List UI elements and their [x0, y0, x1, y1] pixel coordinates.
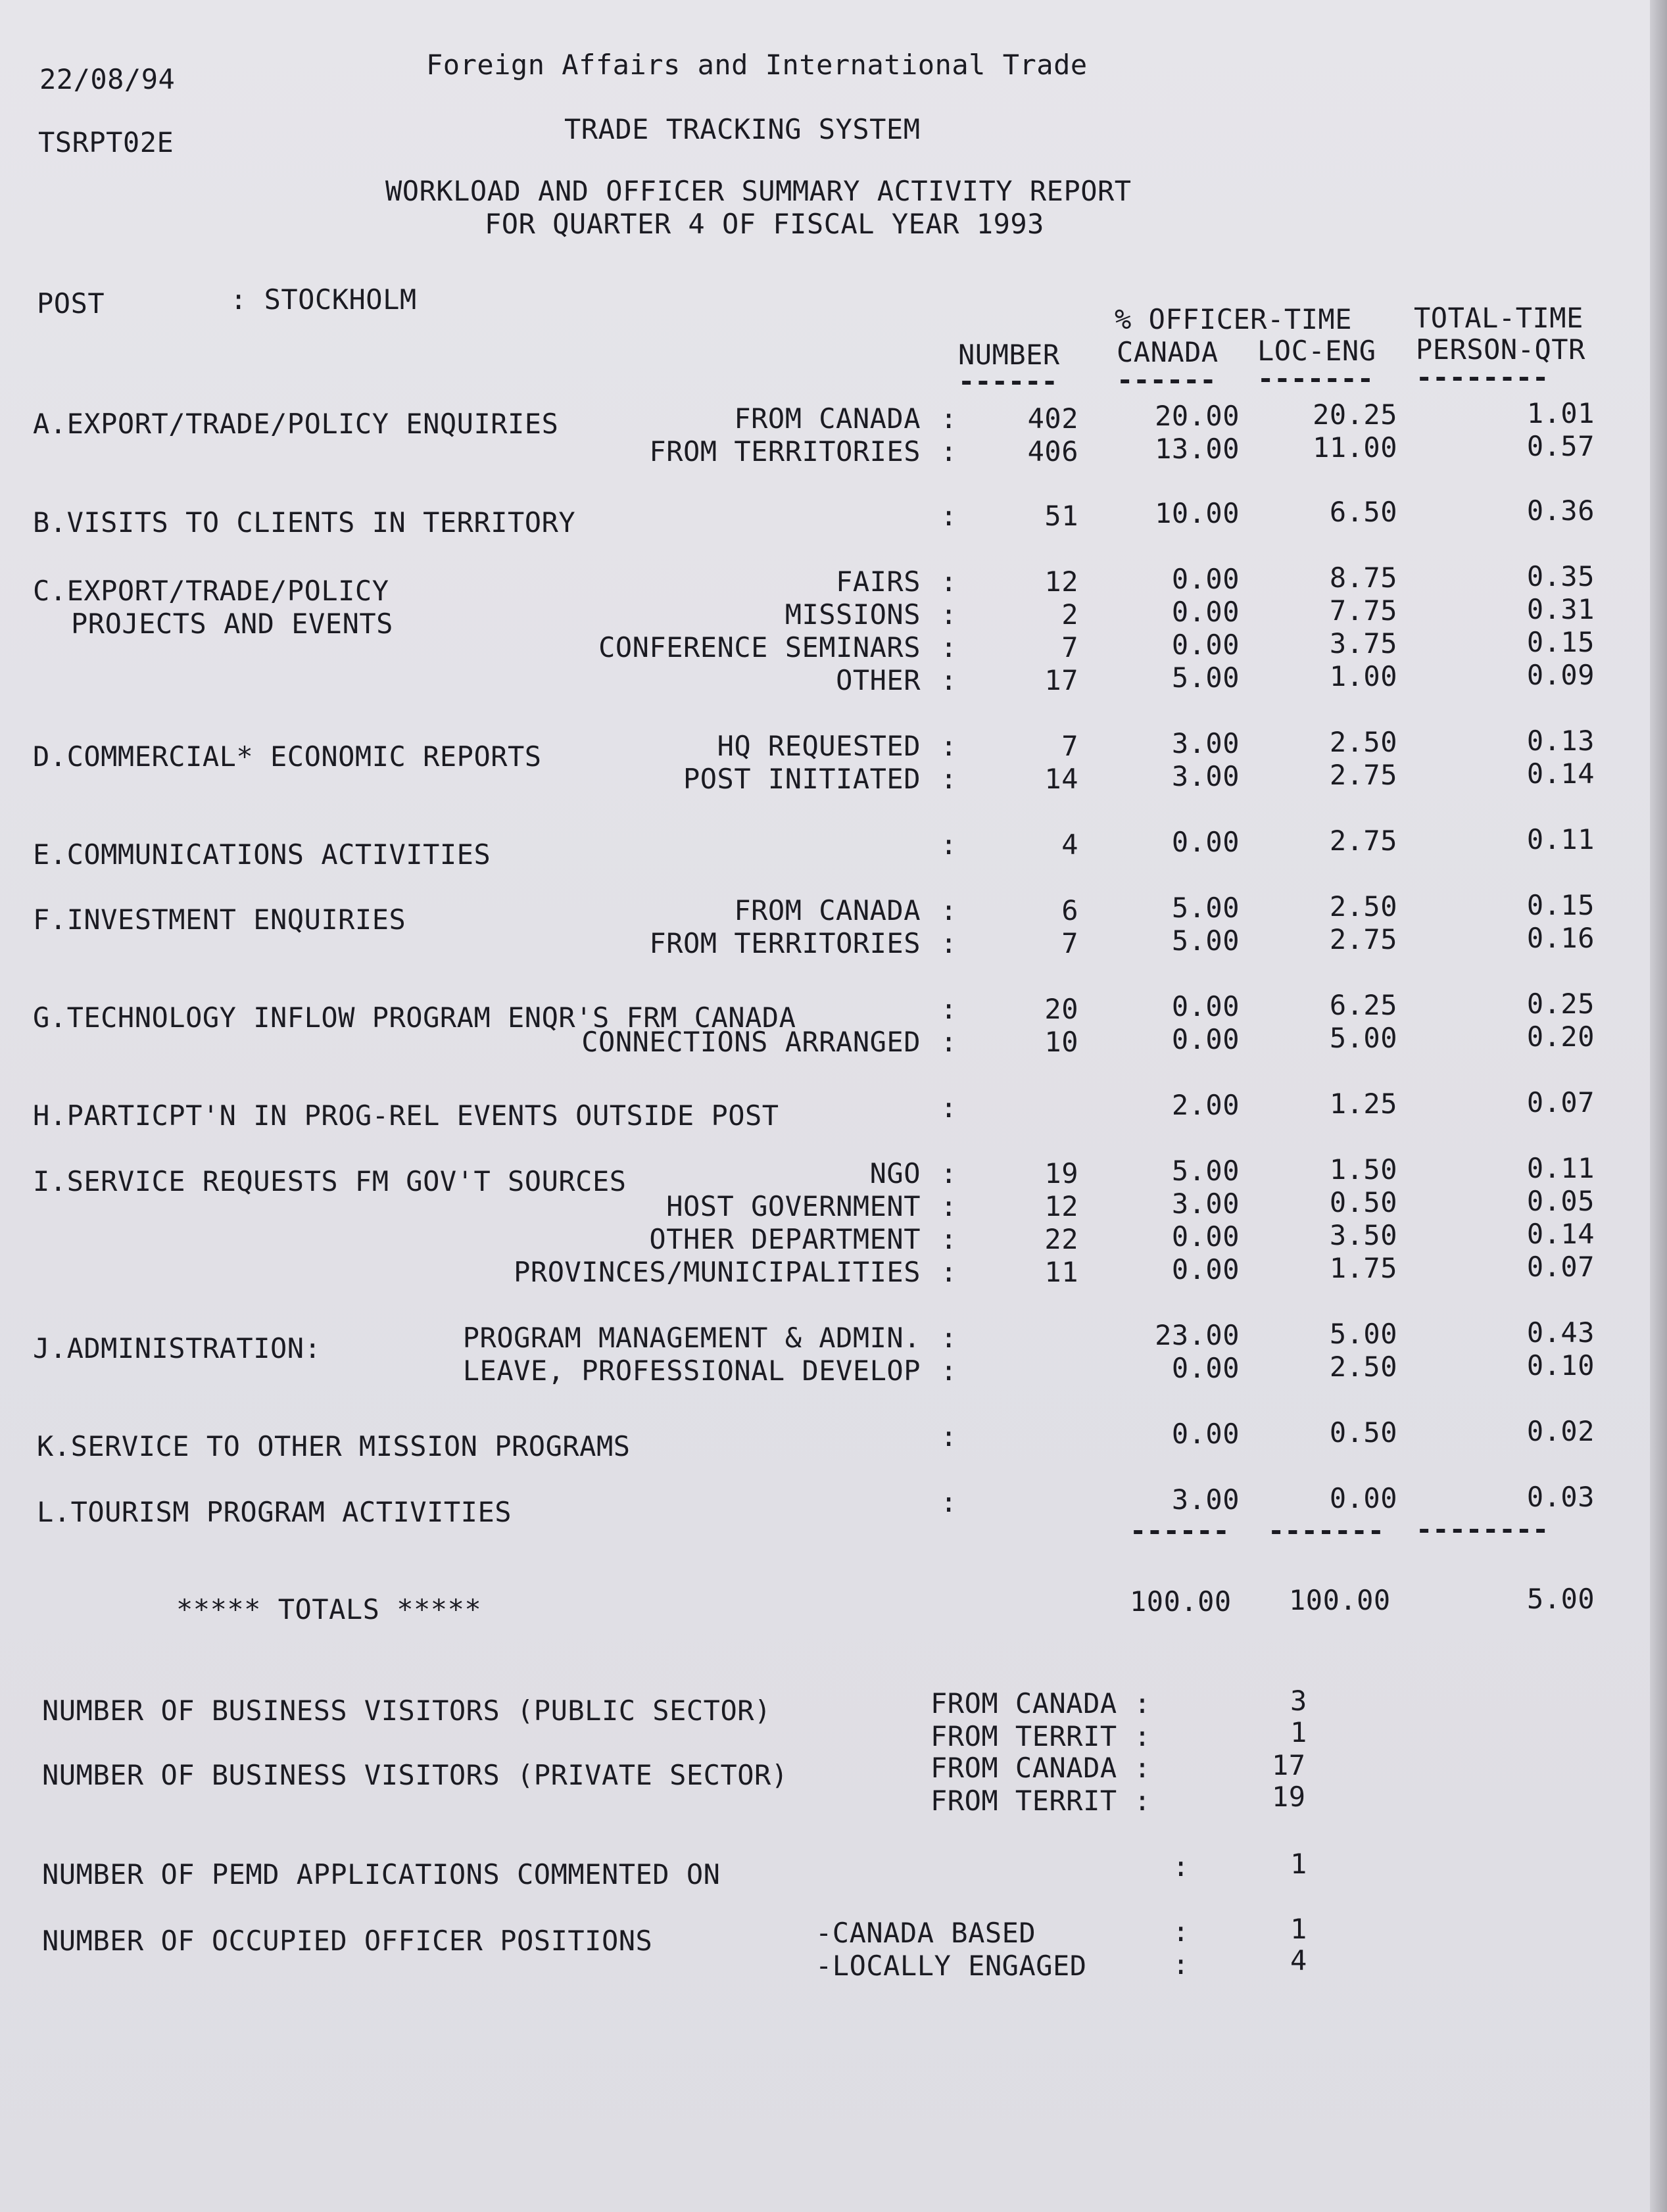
row-colon: : [940, 927, 957, 959]
row-sublabel: HOST GOVERNMENT [666, 1190, 921, 1222]
row-colon: : [940, 763, 957, 795]
row-colon: : [940, 993, 957, 1025]
row-canada-pct: 0.00 [1171, 1352, 1240, 1384]
row-loceng-pct: 20.25 [1313, 398, 1397, 431]
canada-based-value: 1 [1290, 1913, 1307, 1945]
row-sublabel: LEAVE, PROFESSIONAL DEVELOP [462, 1355, 921, 1387]
row-number: 19 [1044, 1157, 1078, 1190]
row-number: 51 [1044, 500, 1078, 532]
row-number: 6 [1061, 894, 1078, 926]
private-from-canada: FROM CANADA : [930, 1752, 1151, 1784]
row-colon: : [940, 829, 957, 861]
post-value: : STOCKHOLM [230, 283, 417, 316]
person-qtr-underline: -------- [1416, 361, 1549, 393]
row-sublabel: OTHER [836, 664, 921, 696]
private-visitors-label: NUMBER OF BUSINESS VISITORS (PRIVATE SECTOR) [42, 1759, 788, 1791]
post-label: POST [37, 287, 105, 320]
row-sublabel: FAIRS [836, 565, 921, 598]
row-loceng-pct: 2.50 [1329, 726, 1397, 758]
public-from-territ: FROM TERRIT : [930, 1720, 1151, 1752]
row-number: 12 [1044, 565, 1078, 598]
row-canada-pct: 0.00 [1171, 1418, 1240, 1450]
canada-header: CANADA [1117, 336, 1219, 368]
row-person-qtr: 0.10 [1526, 1349, 1595, 1382]
row-colon: : [940, 402, 957, 435]
section-d-label: D.COMMERCIAL* ECONOMIC REPORTS [33, 740, 542, 773]
row-colon: : [940, 664, 957, 696]
row-number: 11 [1044, 1256, 1078, 1288]
row-canada-pct: 0.00 [1171, 1023, 1240, 1055]
totals-underline-canada: ------ [1130, 1514, 1230, 1547]
row-number: 7 [1061, 927, 1078, 959]
row-colon: : [940, 1092, 957, 1124]
row-loceng-pct: 2.50 [1329, 890, 1397, 923]
row-sublabel: PROVINCES/MUNICIPALITIES [514, 1256, 921, 1288]
row-person-qtr: 0.11 [1526, 823, 1595, 855]
row-loceng-pct: 0.50 [1329, 1416, 1397, 1449]
totals-label: ***** TOTALS ***** [176, 1593, 482, 1625]
row-canada-pct: 0.00 [1171, 990, 1240, 1022]
public-from-canada: FROM CANADA : [930, 1687, 1151, 1719]
row-loceng-pct: 6.50 [1329, 496, 1397, 528]
section-e-label: E.COMMUNICATIONS ACTIVITIES [33, 838, 491, 871]
section-c-label-2: PROJECTS AND EVENTS [71, 608, 393, 640]
row-person-qtr: 0.35 [1526, 560, 1595, 592]
row-sublabel: FROM CANADA [734, 402, 921, 435]
canada-based-colon: : [1172, 1915, 1190, 1948]
row-person-qtr: 0.14 [1526, 757, 1595, 790]
row-person-qtr: 0.43 [1526, 1316, 1595, 1349]
row-canada-pct: 3.00 [1171, 727, 1240, 759]
row-canada-pct: 13.00 [1155, 433, 1240, 465]
row-number: 12 [1044, 1190, 1078, 1222]
totals-person-qtr: 5.00 [1527, 1583, 1595, 1615]
row-person-qtr: 0.13 [1526, 725, 1595, 757]
row-canada-pct: 10.00 [1155, 497, 1240, 529]
row-person-qtr: 0.05 [1526, 1185, 1595, 1217]
locally-engaged-value: 4 [1290, 1944, 1307, 1977]
row-sublabel: CONNECTIONS ARRANGED [581, 1026, 921, 1058]
row-number: 2 [1061, 598, 1078, 631]
pemd-colon: : [1172, 1850, 1190, 1883]
row-loceng-pct: 3.75 [1329, 627, 1397, 660]
row-sublabel: CONFERENCE SEMINARS [598, 631, 921, 663]
row-colon: : [940, 1026, 957, 1058]
row-person-qtr: 0.20 [1526, 1021, 1595, 1053]
row-colon: : [940, 1486, 957, 1518]
section-b-label: B.VISITS TO CLIENTS IN TERRITORY [33, 506, 576, 539]
row-canada-pct: 23.00 [1155, 1319, 1240, 1351]
row-loceng-pct: 7.75 [1329, 594, 1397, 627]
section-g-label: G.TECHNOLOGY INFLOW PROGRAM ENQR'S FRM CANADA [33, 1001, 796, 1034]
row-canada-pct: 5.00 [1171, 661, 1240, 694]
private-territ-value: 19 [1272, 1781, 1306, 1813]
row-number: 10 [1044, 1026, 1078, 1058]
row-number: 7 [1061, 631, 1078, 663]
row-colon: : [940, 631, 957, 663]
row-loceng-pct: 1.00 [1329, 660, 1397, 692]
row-person-qtr: 0.07 [1526, 1251, 1595, 1283]
row-sublabel: OTHER DEPARTMENT [649, 1223, 921, 1255]
row-loceng-pct: 1.75 [1329, 1252, 1397, 1284]
pemd-label: NUMBER OF PEMD APPLICATIONS COMMENTED ON [42, 1858, 721, 1890]
row-colon: : [940, 1322, 957, 1354]
row-colon: : [940, 1223, 957, 1255]
row-canada-pct: 0.00 [1171, 826, 1240, 858]
totals-canada: 100.00 [1130, 1585, 1232, 1618]
positions-label: NUMBER OF OCCUPIED OFFICER POSITIONS [42, 1925, 653, 1957]
row-colon: : [940, 435, 957, 468]
row-person-qtr: 0.16 [1526, 922, 1595, 954]
row-person-qtr: 0.15 [1526, 626, 1595, 658]
row-loceng-pct: 11.00 [1313, 431, 1397, 464]
row-sublabel: POST INITIATED [683, 763, 921, 795]
row-number: 406 [1027, 435, 1078, 468]
total-time-header: TOTAL-TIME [1414, 302, 1583, 334]
public-visitors-label: NUMBER OF BUSINESS VISITORS (PUBLIC SECTOR) [42, 1695, 771, 1727]
row-canada-pct: 3.00 [1171, 1483, 1240, 1516]
row-person-qtr: 0.03 [1526, 1481, 1595, 1513]
row-canada-pct: 5.00 [1171, 892, 1240, 924]
row-loceng-pct: 1.50 [1329, 1153, 1397, 1186]
row-canada-pct: 3.00 [1171, 1188, 1240, 1220]
row-colon: : [940, 500, 957, 532]
row-loceng-pct: 5.00 [1329, 1318, 1397, 1350]
row-sublabel: FROM CANADA [734, 894, 921, 926]
report-code: TSRPT02E [38, 126, 174, 158]
row-sublabel: MISSIONS [785, 598, 921, 631]
section-h-label: H.PARTICPT'N IN PROG-REL EVENTS OUTSIDE POST [33, 1099, 779, 1132]
row-colon: : [940, 1355, 957, 1387]
row-loceng-pct: 0.00 [1329, 1482, 1397, 1514]
row-sublabel: HQ REQUESTED [717, 730, 921, 762]
row-number: 7 [1061, 730, 1078, 762]
row-loceng-pct: 1.25 [1329, 1088, 1397, 1120]
row-person-qtr: 0.36 [1526, 494, 1595, 527]
row-loceng-pct: 2.75 [1329, 759, 1397, 791]
row-person-qtr: 1.01 [1526, 397, 1595, 429]
section-c-label: C.EXPORT/TRADE/POLICY [33, 575, 389, 607]
row-colon: : [940, 598, 957, 631]
row-person-qtr: 0.07 [1526, 1086, 1595, 1118]
row-loceng-pct: 2.50 [1329, 1351, 1397, 1383]
row-colon: : [940, 565, 957, 598]
paper-edge [1650, 0, 1667, 2212]
number-underline: ------ [958, 365, 1058, 397]
row-sublabel: FROM TERRITORIES [649, 927, 921, 959]
row-canada-pct: 0.00 [1171, 563, 1240, 595]
row-person-qtr: 0.57 [1526, 430, 1595, 462]
row-canada-pct: 2.00 [1171, 1089, 1240, 1121]
row-colon: : [940, 1420, 957, 1453]
section-a-label: A.EXPORT/TRADE/POLICY ENQUIRIES [33, 408, 559, 440]
totals-underline-personqtr: -------- [1416, 1513, 1549, 1545]
row-loceng-pct: 8.75 [1329, 562, 1397, 594]
row-loceng-pct: 6.25 [1329, 989, 1397, 1021]
row-colon: : [940, 1190, 957, 1222]
section-j-label: J.ADMINISTRATION: [33, 1332, 322, 1364]
private-canada-value: 17 [1272, 1749, 1306, 1781]
row-loceng-pct: 0.50 [1329, 1186, 1397, 1218]
loc-eng-header: LOC-ENG [1257, 335, 1376, 367]
row-sublabel: FROM TERRITORIES [649, 435, 921, 468]
row-person-qtr: 0.25 [1526, 988, 1595, 1020]
row-number: 402 [1027, 402, 1078, 435]
row-colon: : [940, 730, 957, 762]
row-person-qtr: 0.11 [1526, 1152, 1595, 1184]
row-number: 22 [1044, 1223, 1078, 1255]
row-loceng-pct: 5.00 [1329, 1022, 1397, 1054]
totals-loceng: 100.00 [1289, 1584, 1391, 1616]
row-loceng-pct: 2.75 [1329, 923, 1397, 955]
row-canada-pct: 5.00 [1171, 1155, 1240, 1187]
row-person-qtr: 0.09 [1526, 659, 1595, 691]
number-header: NUMBER [958, 339, 1060, 371]
row-number: 17 [1044, 664, 1078, 696]
row-sublabel: PROGRAM MANAGEMENT & ADMIN. [462, 1322, 921, 1354]
section-k-label: K.SERVICE TO OTHER MISSION PROGRAMS [37, 1430, 631, 1462]
system-name: TRADE TRACKING SYSTEM [564, 113, 921, 145]
row-number: 20 [1044, 993, 1078, 1025]
row-person-qtr: 0.15 [1526, 889, 1595, 921]
section-f-label: F.INVESTMENT ENQUIRIES [33, 903, 406, 936]
row-person-qtr: 0.14 [1526, 1218, 1595, 1250]
row-canada-pct: 0.00 [1171, 1220, 1240, 1253]
row-number: 14 [1044, 763, 1078, 795]
report-title: WORKLOAD AND OFFICER SUMMARY ACTIVITY REPORT [385, 175, 1132, 207]
canada-based-label: -CANADA BASED [815, 1917, 1036, 1949]
department-name: Foreign Affairs and International Trade [426, 49, 1088, 81]
row-sublabel: NGO [869, 1157, 921, 1190]
row-canada-pct: 3.00 [1171, 760, 1240, 792]
loc-eng-underline: ------- [1257, 362, 1374, 395]
row-canada-pct: 20.00 [1155, 400, 1240, 432]
private-from-territ: FROM TERRIT : [930, 1785, 1151, 1817]
row-loceng-pct: 2.75 [1329, 825, 1397, 857]
locally-engaged-label: -LOCALLY ENGAGED [815, 1950, 1087, 1982]
row-person-qtr: 0.02 [1526, 1415, 1595, 1447]
row-canada-pct: 0.00 [1171, 629, 1240, 661]
section-l-label: L.TOURISM PROGRAM ACTIVITIES [37, 1496, 512, 1528]
officer-time-header: % OFFICER-TIME [1115, 303, 1353, 335]
canada-underline: ------ [1117, 364, 1217, 396]
public-territ-value: 1 [1290, 1716, 1307, 1748]
row-canada-pct: 0.00 [1171, 1253, 1240, 1286]
report-date: 22/08/94 [39, 63, 176, 95]
section-i-label: I.SERVICE REQUESTS FM GOV'T SOURCES [33, 1165, 627, 1197]
row-person-qtr: 0.31 [1526, 593, 1595, 625]
row-colon: : [940, 1157, 957, 1190]
row-colon: : [940, 894, 957, 926]
pemd-value: 1 [1290, 1848, 1307, 1880]
row-canada-pct: 5.00 [1171, 925, 1240, 957]
row-colon: : [940, 1256, 957, 1288]
locally-engaged-colon: : [1172, 1948, 1190, 1981]
public-canada-value: 3 [1290, 1685, 1307, 1717]
row-loceng-pct: 3.50 [1329, 1219, 1397, 1251]
totals-underline-loceng: ------- [1268, 1514, 1385, 1547]
report-subtitle: FOR QUARTER 4 OF FISCAL YEAR 1993 [485, 208, 1044, 240]
person-qtr-header: PERSON-QTR [1416, 333, 1585, 366]
row-canada-pct: 0.00 [1171, 596, 1240, 628]
row-number: 4 [1061, 829, 1078, 861]
